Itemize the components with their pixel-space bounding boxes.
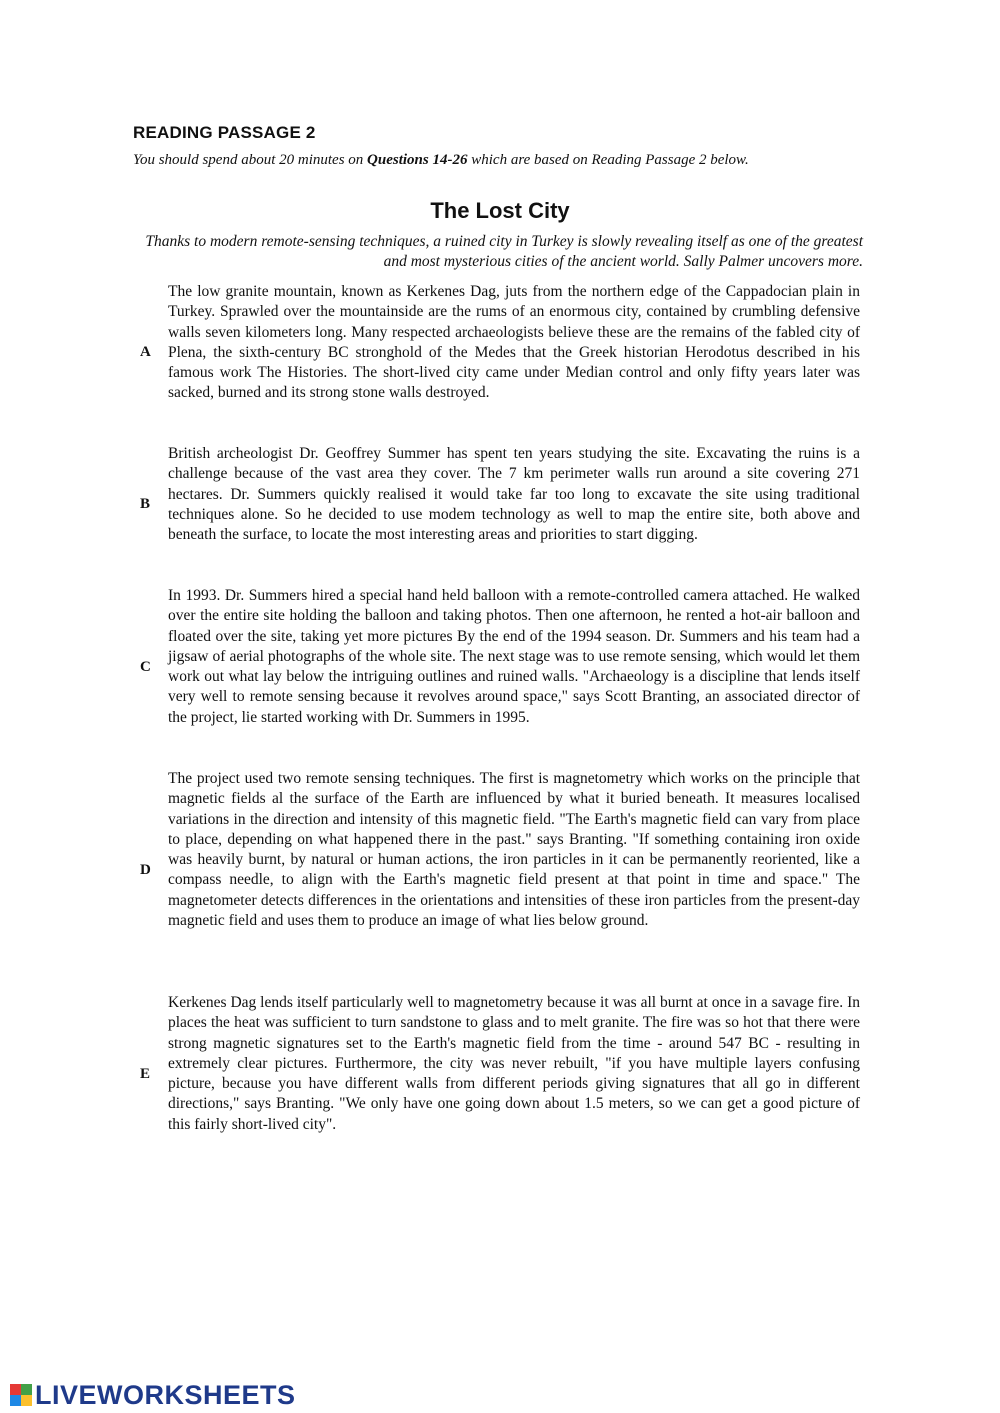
paragraph-letter: B — [140, 496, 151, 512]
paragraph-letter: C — [140, 659, 151, 675]
instruction-text — [133, 152, 873, 169]
paragraph-text: The project used two remote sensing techniques. The first is magnetometry which works on the principle that magnetic fields al the surface of the Earth are influenced by what it buried beneath. It measures localised variations in the direction and intensity of this magnetic field. "The Earth's magnetic field can vary from place to place, depending on what happened there in the past." says Branting. "If something containing iron oxide was heavily burnt, by natural or human actions, the iron particles in it can be permanently reoriented, like a compass needle, to align with the Earth's magnetic field present at that point in time and space." The magnetometer detects differences in the orientations and intensities of these iron particles from the present-day magnetic field and uses them to produce an image of what lies below ground. — [168, 770, 860, 930]
logo-text: LIVEWORKSHEETS — [35, 1379, 296, 1410]
logo-badge-tile — [10, 1395, 21, 1406]
instruction-post: which are based on Reading Passage 2 below. — [467, 152, 749, 168]
logo-badge-tile — [21, 1384, 32, 1395]
article-subtitle: Thanks to modern remote-sensing techniques, a ruined city in Turkey is slowly revealing itself as one of the greatest and most mysterious cities of the ancient world. Sally Palmer uncovers more. — [145, 233, 863, 270]
logo-badge-tile — [21, 1395, 32, 1406]
liveworksheets-logo[interactable] — [10, 1380, 296, 1410]
paragraph-text: Kerkenes Dag lends itself particularly well to magnetometry because it was all burnt at once in a savage fire. In places the heat was sufficient to turn sandstone to glass and to melt granite. The fire was so hot that there were strong magnetic signatures set to the Earth's magnetic field from the time - around 547 BC - resulting in extremely clear pictures. Furthermore, the city was never rebuilt, "if you have multiple layers confusing picture, because you have different walls from different periods giving signatures that all go in different directions," says Branting. "We only have one going down about 1.5 meters, so we can get a good picture of this fairly short-lived city". — [168, 994, 860, 1133]
paragraph-letter: D — [140, 862, 151, 878]
paragraph-c — [132, 586, 862, 728]
paragraph-b — [132, 444, 862, 545]
paragraph-text: The low granite mountain, known as Kerkenes Dag, juts from the northern edge of the Cappadocian plain in Turkey. Sprawled over the mountainside are the rums of an enormous city, contained by crumbling defensive walls seven kilometers long. Many respected archaeologists believe these are the remains of the fabled city of Plena, the sixth-century BC stronghold of the Medes that the Greek historian Herodotus described in his famous work The Histories. The short-lived city came under Median control and only fifty years later was sacked, burned and its strong stone walls destroyed. — [168, 283, 860, 402]
paragraph-letter: E — [140, 1066, 151, 1082]
paragraph-d — [132, 769, 862, 931]
section-heading: READING PASSAGE 2 — [133, 123, 316, 142]
paragraph-text: British archeologist Dr. Geoffrey Summer has spent ten years studying the site. Excavating the ruins is a challenge because of the vast area they cover. The 7 km perimeter walls run around a site covering 271 hectares. Dr. Summers quickly realised it would take far too long to excavate the site using traditional techniques alone. So he decided to use modem technology as well to map the entire site, both above and beneath the surface, to locate the most interesting areas and priorities to start digging. — [168, 445, 860, 544]
paragraph-a — [132, 282, 862, 404]
paragraph-text: In 1993. Dr. Summers hired a special hand held balloon with a remote-controlled camera attached. He walked over the entire site holding the balloon and taking photos. Then one afternoon, he rented a hot-air balloon and floated over the site, taking yet more pictures By the end of the 1994 season. Dr. Summers and his team had a jigsaw of aerial photographs of the whole site. The next stage was to use remote sensing, which would let them work out what lay below the intriguing outlines and ruined walls. "Archaeology is a discipline that lends itself very well to remote sensing because it revolves around space," says Scott Branting, an associated director of the project, lie started working with Dr. Summers in 1995. — [168, 587, 860, 726]
instruction-questions: Questions 14-26 — [367, 152, 468, 168]
paragraph-e — [132, 993, 862, 1135]
paragraph-letter: A — [140, 344, 151, 360]
instruction-pre: You should spend about 20 minutes on — [133, 152, 368, 168]
logo-badge-tile — [10, 1384, 21, 1395]
logo-badge-icon — [10, 1384, 32, 1406]
article-title: The Lost City — [430, 198, 570, 223]
